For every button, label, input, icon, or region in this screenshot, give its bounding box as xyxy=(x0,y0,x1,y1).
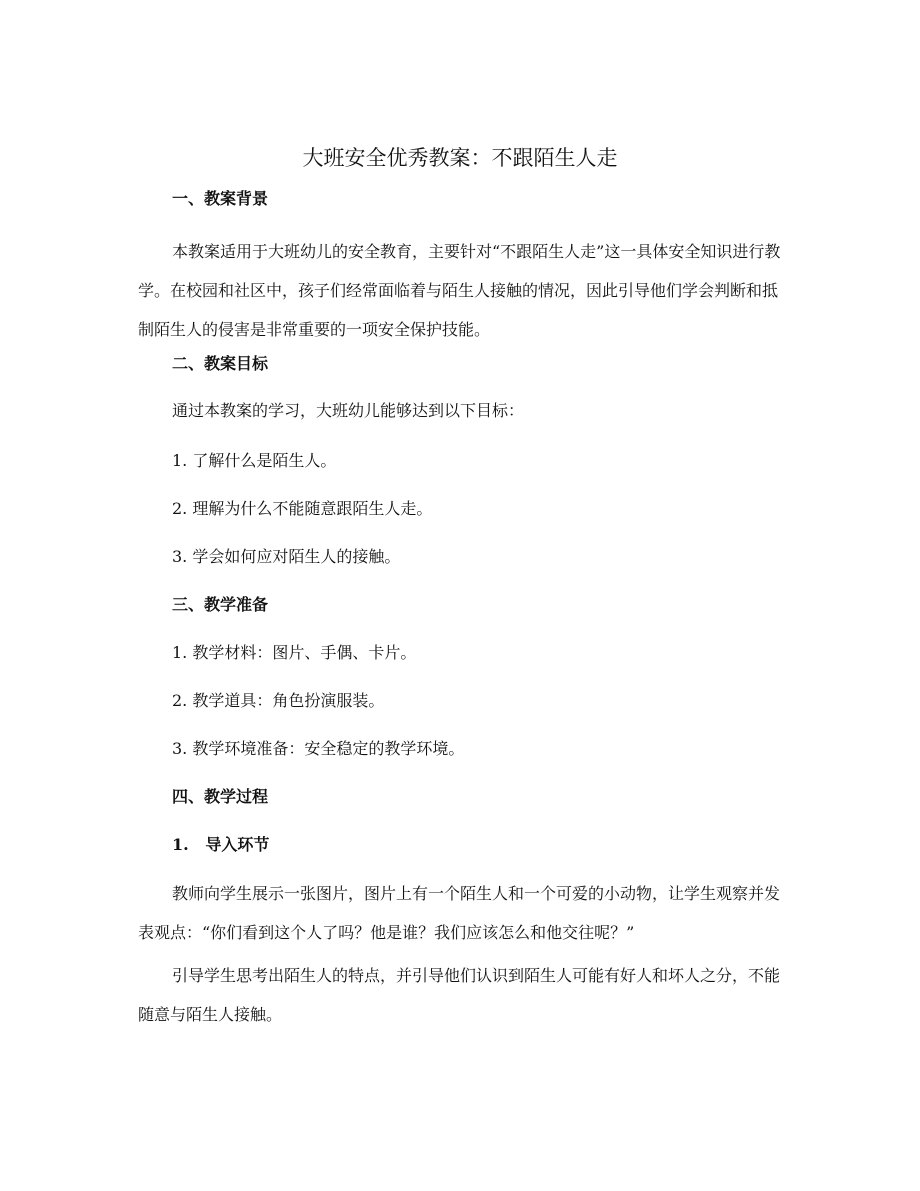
process-paragraph-1: 教师向学生展示一张图片，图片上有一个陌生人和一个可爱的小动物，让学生观察并发表观点：“你们看到这个人了吗？他是谁？我们应该怎么和他交往呢？” xyxy=(138,884,781,942)
section-heading-process: 四、教学过程 xyxy=(172,787,269,806)
process-paragraph-2: 引导学生思考出陌生人的特点，并引导他们认识到陌生人可能有好人和坏人之分，不能随意与陌生人接触。 xyxy=(138,966,781,1024)
goal-item-2: 2. 理解为什么不能随意跟陌生人走。 xyxy=(172,499,433,518)
goal-item-1: 1. 了解什么是陌生人。 xyxy=(172,451,337,470)
section-heading-preparation: 三、教学准备 xyxy=(172,595,269,614)
prep-item-2: 2. 教学道具：角色扮演服装。 xyxy=(172,691,385,710)
prep-item-3: 3. 教学环境准备：安全稳定的教学环境。 xyxy=(172,739,465,758)
section-heading-goals: 二、教案目标 xyxy=(172,354,269,373)
subheading-introduction: 1. 导入环节 xyxy=(172,835,270,854)
goals-intro: 通过本教案的学习，大班幼儿能够达到以下目标： xyxy=(172,401,525,420)
section-heading-background: 一、教案背景 xyxy=(172,189,269,208)
background-paragraph: 本教案适用于大班幼儿的安全教育，主要针对“不跟陌生人走”这一具体安全知识进行教学。在校园和社区中，孩子们经常面临着与陌生人接触的情况，因此引导他们学会判断和抵制陌生人的侵害是非常重要的一项安全保护技能。 xyxy=(138,242,781,339)
prep-item-1: 1. 教学材料：图片、手偶、卡片。 xyxy=(172,643,417,662)
goal-item-3: 3. 学会如何应对陌生人的接触。 xyxy=(172,547,401,566)
document-title: 大班安全优秀教案：不跟陌生人走 xyxy=(302,146,618,170)
